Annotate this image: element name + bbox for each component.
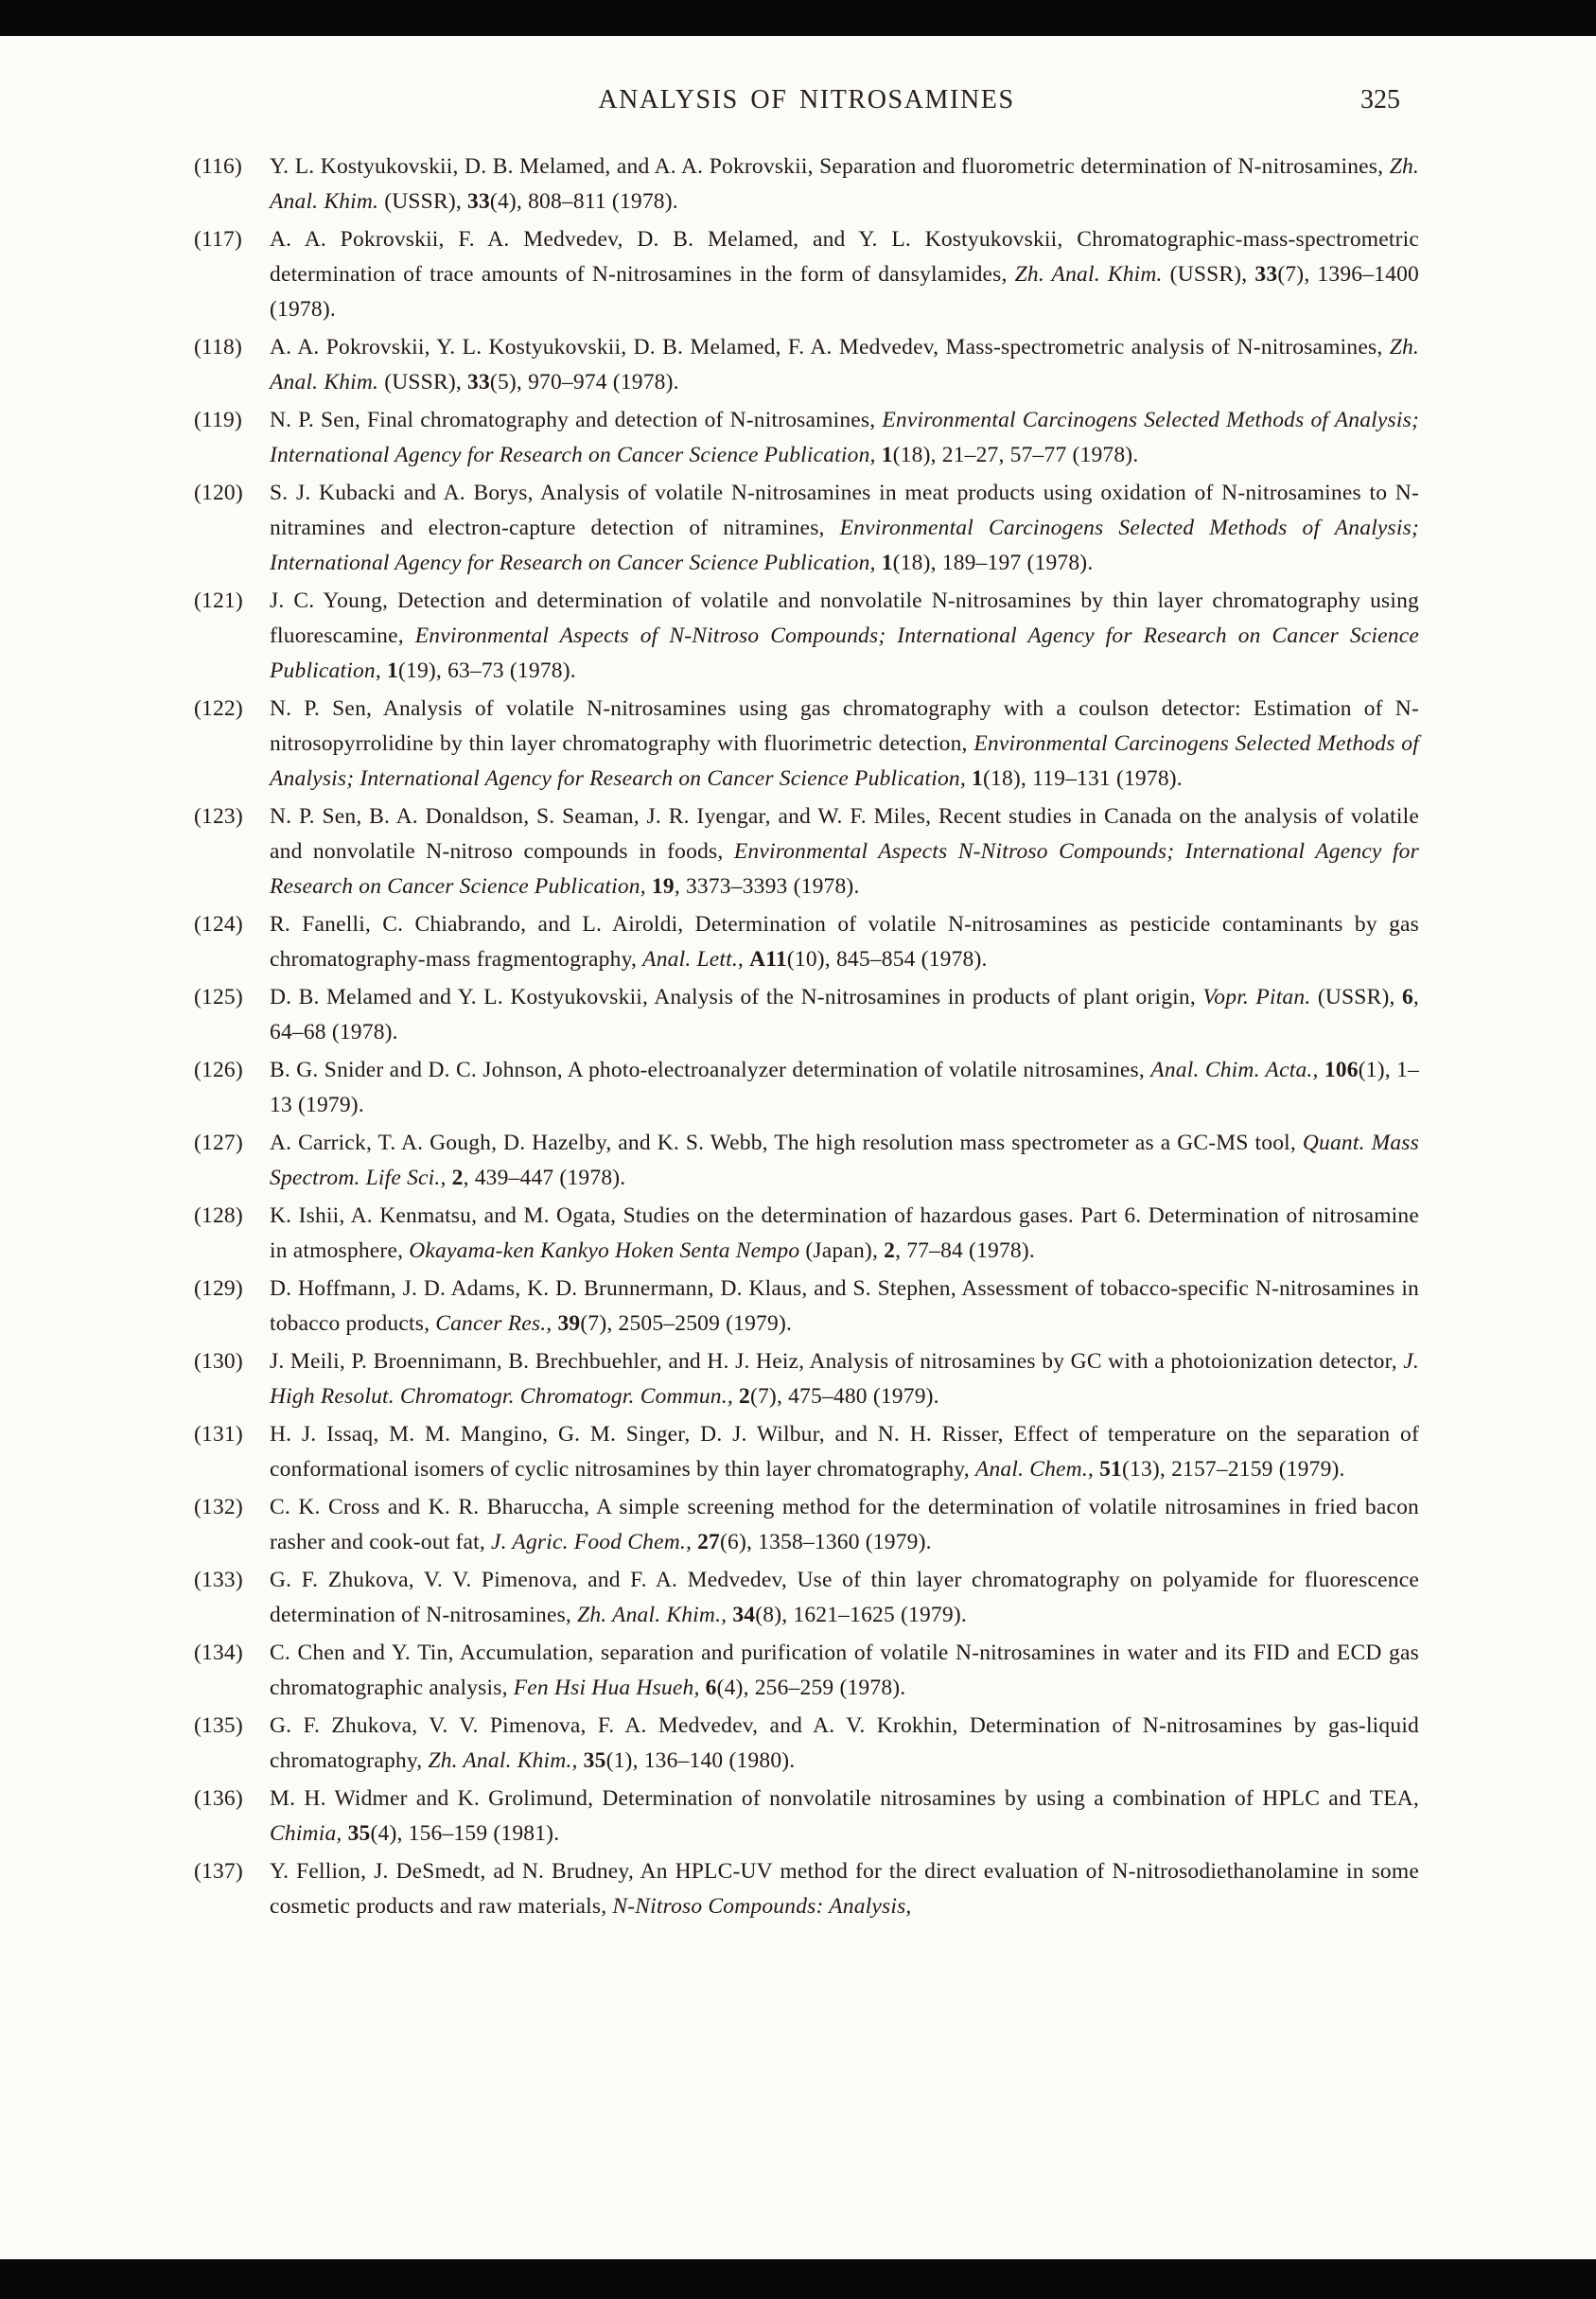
reference-item — [194, 1490, 1419, 1560]
reference-item — [194, 476, 1419, 581]
reference-text: N. P. Sen, Final chromatography and detection of N-nitrosamines, Environmental Carcinogens Selected Methods of Analysis; International Agency for Research on Cancer Science Publication, 1(18), 21–27, 57–77 (1978). — [270, 408, 1419, 467]
reference-item — [194, 1709, 1419, 1779]
reference-item — [194, 222, 1419, 327]
reference-text: N. P. Sen, B. A. Donaldson, S. Seaman, J. R. Iyengar, and W. F. Miles, Recent studies in Canada on the analysis of volatile and nonvolatile N-nitroso compounds in foods, Environmental Aspects N-Nitroso Compounds; International Agency for Research on Cancer Science Publication, 19, 3373–3393 (1978). — [270, 804, 1419, 899]
running-title: ANALYSIS OF NITROSAMINES — [598, 85, 1015, 114]
reference-item — [194, 1854, 1419, 1924]
reference-text: S. J. Kubacki and A. Borys, Analysis of volatile N-nitrosamines in meat products using oxidation of N-nitrosamines to N-nitramines and electron-capture detection of nitramines, Environmental Carcinogens Selected Methods of Analysis; International Agency for Research on Cancer Science Publication, 1(18), 189–197 (1978). — [270, 481, 1420, 575]
reference-text: N. P. Sen, Analysis of volatile N-nitrosamines using gas chromatography with a coulson detector: Estimation of N-nitrosopyrrolidine by thin layer chromatography with fluorimetric detection, Environmental Carcinogens Selected Methods of Analysis; International Agency for Research on Cancer Science Publication, 1(18), 119–131 (1978). — [270, 696, 1419, 791]
reference-number: (135) — [194, 1713, 243, 1738]
reference-list — [194, 149, 1419, 1924]
reference-text: H. J. Issaq, M. M. Mangino, G. M. Singer, D. J. Wilbur, and N. H. Risser, Effect of temperature on the separation of conformational isomers of cyclic nitrosamines by thin layer chromatography, Anal. Chem., 51(13), 2157–2159 (1979). — [270, 1422, 1419, 1482]
reference-number: (118) — [194, 335, 243, 360]
reference-item — [194, 1344, 1419, 1414]
reference-number: (120) — [194, 481, 243, 505]
reference-number: (131) — [194, 1422, 243, 1447]
reference-number: (126) — [194, 1058, 243, 1082]
reference-text: A. A. Pokrovskii, F. A. Medvedev, D. B. Melamed, and Y. L. Kostyukovskii, Chromatographic-mass-spectrometric determination of trace amounts of N-nitrosamines in the form of dansylamides, Zh. Anal. Khim. (USSR), 33(7), 1396–1400 (1978). — [270, 227, 1419, 322]
reference-item — [194, 1126, 1419, 1196]
reference-text: M. H. Widmer and K. Grolimund, Determination of nonvolatile nitrosamines by using a combination of HPLC and TEA, Chimia, 35(4), 156–159 (1981). — [270, 1786, 1419, 1846]
reference-number: (133) — [194, 1568, 243, 1592]
reference-number: (134) — [194, 1641, 243, 1665]
reference-item — [194, 1636, 1419, 1706]
reference-text: Y. L. Kostyukovskii, D. B. Melamed, and A. A. Pokrovskii, Separation and fluorometric determination of N-nitrosamines, Zh. Anal. Khim. (USSR), 33(4), 808–811 (1978). — [270, 154, 1419, 214]
reference-number: (128) — [194, 1203, 243, 1228]
reference-text: C. K. Cross and K. R. Bharuccha, A simple screening method for the determination of volatile nitrosamines in fried bacon rasher and cook-out fat, J. Agric. Food Chem., 27(6), 1358–1360 (1979). — [270, 1495, 1419, 1554]
reference-number: (124) — [194, 912, 243, 937]
reference-item — [194, 1563, 1419, 1633]
reference-number: (129) — [194, 1276, 243, 1301]
reference-item — [194, 330, 1419, 400]
reference-text: R. Fanelli, C. Chiabrando, and L. Airoldi, Determination of volatile N-nitrosamines as pesticide contaminants by gas chromatography-mass fragmentography, Anal. Lett., A11(10), 845–854 (1978). — [270, 912, 1419, 972]
reference-number: (125) — [194, 985, 243, 1009]
page-header — [194, 85, 1419, 123]
reference-item — [194, 403, 1419, 473]
reference-item — [194, 1272, 1419, 1342]
reference-number: (130) — [194, 1349, 243, 1374]
reference-number: (132) — [194, 1495, 243, 1519]
reference-item — [194, 1781, 1419, 1851]
reference-text: J. Meili, P. Broennimann, B. Brechbuehler, and H. J. Heiz, Analysis of nitrosamines by GC with a photoionization detector, J. High Resolut. Chromatogr. Chromatogr. Commun., 2(7), 475–480 (1979). — [270, 1349, 1419, 1409]
reference-text: Y. Fellion, J. DeSmedt, ad N. Brudney, An HPLC-UV method for the direct evaluation of N-nitrosodiethanolamine in some cosmetic products and raw materials, N-Nitroso Compounds: Analysis, — [270, 1859, 1419, 1919]
reference-text: A. A. Pokrovskii, Y. L. Kostyukovskii, D. B. Melamed, F. A. Medvedev, Mass-spectrometric analysis of N-nitrosamines, Zh. Anal. Khim. (USSR), 33(5), 970–974 (1978). — [270, 335, 1419, 395]
reference-item — [194, 584, 1419, 689]
page-number: 325 — [1360, 85, 1400, 114]
reference-item — [194, 1199, 1419, 1269]
scan-edge-top — [0, 0, 1596, 36]
reference-text: D. Hoffmann, J. D. Adams, K. D. Brunnermann, D. Klaus, and S. Stephen, Assessment of tobacco-specific N-nitrosamines in tobacco products, Cancer Res., 39(7), 2505–2509 (1979). — [270, 1276, 1419, 1336]
reference-text: G. F. Zhukova, V. V. Pimenova, F. A. Medvedev, and A. V. Krokhin, Determination of N-nitrosamines by gas-liquid chromatography, Zh. Anal. Khim., 35(1), 136–140 (1980). — [270, 1713, 1419, 1773]
reference-number: (136) — [194, 1786, 243, 1811]
reference-item — [194, 907, 1419, 977]
reference-number: (127) — [194, 1131, 243, 1155]
scan-edge-bottom — [0, 2259, 1596, 2299]
reference-number: (122) — [194, 696, 243, 721]
reference-number: (116) — [194, 154, 243, 179]
reference-number: (117) — [194, 227, 243, 252]
reference-text: C. Chen and Y. Tin, Accumulation, separation and purification of volatile N-nitrosamines in water and its FID and ECD gas chromatographic analysis, Fen Hsi Hua Hsueh, 6(4), 256–259 (1978). — [270, 1641, 1419, 1700]
reference-item — [194, 799, 1419, 904]
reference-number: (119) — [194, 408, 243, 432]
reference-text: A. Carrick, T. A. Gough, D. Hazelby, and K. S. Webb, The high resolution mass spectrometer as a GC-MS tool, Quant. Mass Spectrom. Life Sci., 2, 439–447 (1978). — [270, 1131, 1419, 1190]
reference-item — [194, 980, 1419, 1050]
reference-item — [194, 1417, 1419, 1487]
reference-number: (121) — [194, 588, 243, 613]
reference-text: J. C. Young, Detection and determination of volatile and nonvolatile N-nitrosamines by thin layer chromatography using fluorescamine, Environmental Aspects of N-Nitroso Compounds; International Agency for Research on Cancer Science Publication, 1(19), 63–73 (1978). — [270, 588, 1420, 683]
reference-item — [194, 692, 1419, 797]
reference-item — [194, 1053, 1419, 1123]
reference-text: B. G. Snider and D. C. Johnson, A photo-electroanalyzer determination of volatile nitrosamines, Anal. Chim. Acta., 106(1), 1–13 (1979). — [270, 1058, 1419, 1117]
reference-text: G. F. Zhukova, V. V. Pimenova, and F. A. Medvedev, Use of thin layer chromatography on polyamide for fluorescence determination of N-nitrosamines, Zh. Anal. Khim., 34(8), 1621–1625 (1979). — [270, 1568, 1419, 1627]
reference-item — [194, 149, 1419, 219]
reference-text: K. Ishii, A. Kenmatsu, and M. Ogata, Studies on the determination of hazardous gases. Part 6. Determination of nitrosamine in atmosphere, Okayama-ken Kankyo Hoken Senta Nempo (Japan), 2, 77–84 (1978). — [270, 1203, 1419, 1263]
reference-text: D. B. Melamed and Y. L. Kostyukovskii, Analysis of the N-nitrosamines in products of plant origin, Vopr. Pitan. (USSR), 6, 64–68 (1978). — [270, 985, 1419, 1044]
reference-number: (123) — [194, 804, 243, 829]
book-page — [0, 36, 1596, 2259]
reference-number: (137) — [194, 1859, 243, 1884]
